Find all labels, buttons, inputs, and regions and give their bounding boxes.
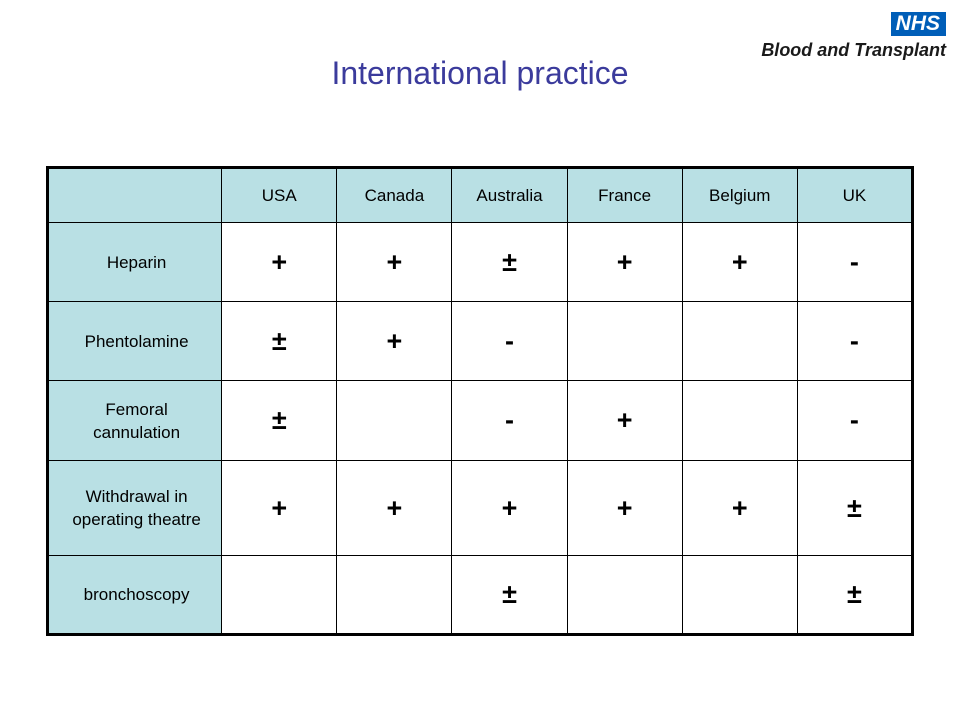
cell-mark: - <box>797 223 912 302</box>
cell-mark: - <box>797 302 912 381</box>
cell-mark: + <box>567 223 682 302</box>
row-label-heparin: Heparin <box>48 223 222 302</box>
table-header-row <box>48 168 913 223</box>
cell-mark: + <box>682 223 797 302</box>
table-row <box>48 556 913 635</box>
cell-mark <box>337 556 452 635</box>
row-label-femoral-cannulation: Femoral cannulation <box>48 381 222 461</box>
cell-mark: + <box>452 461 567 556</box>
cell-mark <box>682 381 797 461</box>
organization-name: Blood and Transplant <box>761 40 946 60</box>
cell-mark: + <box>337 223 452 302</box>
cell-mark: ± <box>797 556 912 635</box>
row-label-bronchoscopy: bronchoscopy <box>48 556 222 635</box>
column-header-usa: USA <box>222 168 337 223</box>
column-header-australia: Australia <box>452 168 567 223</box>
cell-mark <box>567 556 682 635</box>
row-label-withdrawal-in-operating-theatre: Withdrawal in operating theatre <box>48 461 222 556</box>
cell-mark: + <box>222 223 337 302</box>
cell-mark: + <box>337 302 452 381</box>
cell-mark: ± <box>452 223 567 302</box>
row-label-phentolamine: Phentolamine <box>48 302 222 381</box>
cell-mark: + <box>567 381 682 461</box>
cell-mark <box>567 302 682 381</box>
cell-mark <box>337 381 452 461</box>
cell-mark <box>682 302 797 381</box>
table-row <box>48 223 913 302</box>
cell-mark: + <box>337 461 452 556</box>
cell-mark: ± <box>452 556 567 635</box>
cell-mark: - <box>452 381 567 461</box>
column-header-france: France <box>567 168 682 223</box>
cell-mark: ± <box>797 461 912 556</box>
nhs-badge: NHS <box>891 12 946 36</box>
column-header-belgium: Belgium <box>682 168 797 223</box>
cell-mark: + <box>567 461 682 556</box>
cell-mark: ± <box>222 302 337 381</box>
cell-mark: - <box>452 302 567 381</box>
cell-mark: + <box>682 461 797 556</box>
column-header-uk: UK <box>797 168 912 223</box>
cell-mark: ± <box>222 381 337 461</box>
corner-cell <box>48 168 222 223</box>
cell-mark <box>682 556 797 635</box>
table-row <box>48 381 913 461</box>
cell-mark <box>222 556 337 635</box>
table-row <box>48 461 913 556</box>
cell-mark: - <box>797 381 912 461</box>
table-row <box>48 302 913 381</box>
cell-mark: + <box>222 461 337 556</box>
slide-title: International practice <box>331 55 629 91</box>
practice-comparison-table <box>46 166 914 636</box>
column-header-canada: Canada <box>337 168 452 223</box>
